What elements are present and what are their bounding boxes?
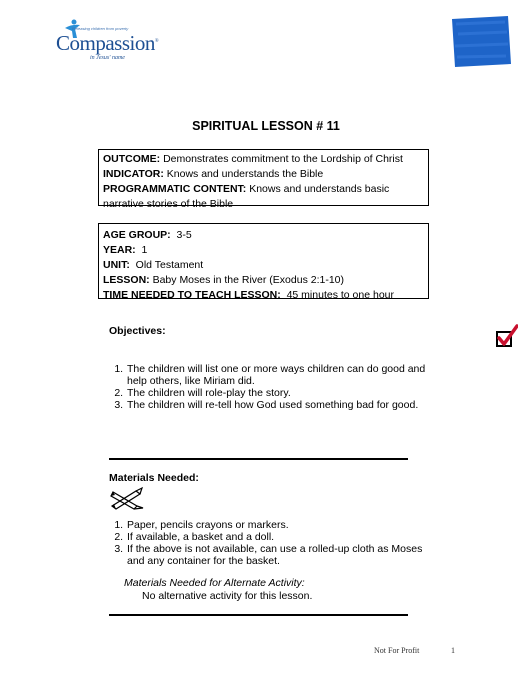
- outcome-label: OUTCOME:: [103, 153, 161, 165]
- list-item: 2. The children will role-play the story.: [126, 387, 426, 399]
- alt-activity-text: No alternative activity for this lesson.: [142, 590, 313, 602]
- outcome-text: Demonstrates commitment to the Lordship of Christ: [160, 153, 403, 165]
- objectives-list: [109, 363, 426, 411]
- lesson-label: LESSON:: [103, 274, 150, 286]
- checkbox-icon: [496, 324, 518, 348]
- unit-line: [103, 258, 424, 273]
- materials-list: [109, 519, 426, 567]
- list-item: 3. If the above is not available, can use a rolled-up cloth as Moses and any container for the basket.: [126, 543, 426, 567]
- logo-subline: in Jesus' name: [90, 55, 125, 61]
- divider: [109, 458, 408, 460]
- materials-heading: Materials Needed:: [109, 472, 199, 484]
- lesson-line: [103, 273, 424, 288]
- year-label: YEAR:: [103, 244, 136, 256]
- list-item: 1. Paper, pencils crayons or markers.: [126, 519, 426, 531]
- divider: [109, 614, 408, 616]
- time-label: TIME NEEDED TO TEACH LESSON:: [103, 289, 281, 301]
- list-item: 1. The children will list one or more ways children can do good and help others, like Miriam did.: [126, 363, 426, 387]
- time-text: 45 minutes to one hour: [280, 289, 394, 301]
- page-number: 1: [451, 646, 455, 655]
- content-label: PROGRAMMATIC CONTENT:: [103, 183, 247, 195]
- footer-text: Not For Profit: [374, 646, 420, 655]
- logo-name-text: Compassion: [56, 31, 155, 55]
- compassion-logo: [52, 18, 167, 64]
- age-line: [103, 228, 424, 243]
- blue-brush-block: [450, 16, 511, 67]
- objectives-heading: Objectives:: [109, 325, 166, 337]
- indicator-label: INDICATOR:: [103, 168, 164, 180]
- logo-name: [56, 31, 158, 56]
- unit-text: Old Testament: [129, 259, 204, 271]
- year-text: 1: [135, 244, 148, 256]
- content-line: [103, 182, 424, 212]
- outcome-line: [103, 152, 424, 167]
- time-line: [103, 288, 424, 303]
- indicator-text: Knows and understands the Bible: [163, 168, 324, 180]
- outcome-box: [98, 149, 429, 210]
- age-text: 3-5: [170, 229, 192, 241]
- indicator-line: [103, 167, 424, 182]
- pencils-icon: [109, 486, 145, 510]
- unit-label: UNIT:: [103, 259, 130, 271]
- content-text: Knows and understands basic narrative stories of the Bible: [103, 183, 390, 210]
- page-title: SPIRITUAL LESSON # 11: [192, 119, 340, 133]
- logo-trademark: ®: [154, 39, 159, 44]
- lesson-info-box: [98, 223, 429, 299]
- age-label: AGE GROUP:: [103, 229, 171, 241]
- list-item: 3. The children will re-tell how God used something bad for good.: [126, 399, 426, 411]
- lesson-text: Baby Moses in the River (Exodus 2:1-10): [149, 274, 345, 286]
- alt-activity-heading: Materials Needed for Alternate Activity:: [124, 577, 305, 589]
- logo-tagline: Releasing children from poverty: [72, 26, 129, 31]
- year-line: [103, 243, 424, 258]
- list-item: 2. If available, a basket and a doll.: [126, 531, 426, 543]
